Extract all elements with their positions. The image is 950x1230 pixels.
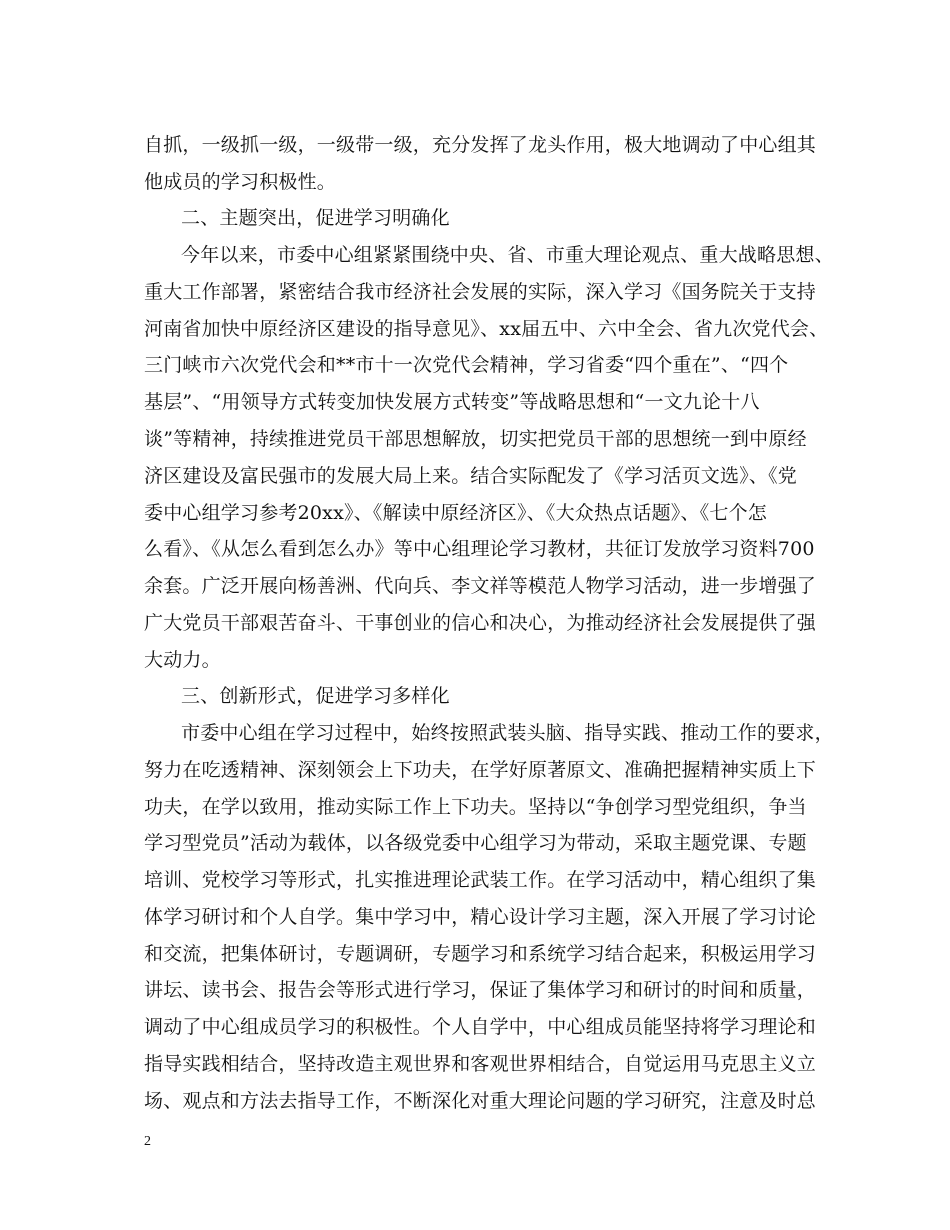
- paragraph-line: 今年以来，市委中心组紧紧围绕中央、省、市重大理论观点、重大战略思想、: [181, 244, 834, 266]
- section-heading-innovation: 三、创新形式，促进学习多样化: [181, 685, 450, 707]
- paragraph-line: 讲坛、读书会、报告会等形式进行学习，保证了集体学习和研讨的时间和质量，: [144, 979, 817, 1001]
- paragraph-line: 自抓，一级抓一级，一级带一级，充分发挥了龙头作用，极大地调动了中心组其: [144, 134, 817, 156]
- paragraph-line: 努力在吃透精神、深刻领会上下功夫，在学好原著原文、准确把握精神实质上下: [144, 759, 817, 781]
- paragraph-line: 调动了中心组成员学习的积极性。个人自学中，中心组成员能坚持将学习理论和: [144, 1016, 817, 1038]
- section-heading-theme: 二、主题突出，促进学习明确化: [181, 207, 450, 229]
- paragraph-line: 体学习研讨和个人自学。集中学习中，精心设计学习主题，深入开展了学习讨论: [144, 906, 817, 928]
- paragraph-line: 三门峡市六次党代会和**市十一次党代会精神，学习省委“四个重在”、“四个: [144, 354, 789, 376]
- page-number: 2: [144, 1134, 151, 1149]
- paragraph-line: 谈”等精神，持续推进党员干部思想解放，切实把党员干部的思想统一到中原经: [144, 428, 807, 450]
- paragraph-line: 委中心组学习参考20xx》、《解读中原经济区》、《大众热点话题》、《七个怎: [144, 502, 768, 524]
- paragraph-line: 么看》、《从怎么看到怎么办》等中心组理论学习教材，共征订发放学习资料700: [144, 538, 815, 560]
- paragraph-line: 场、观点和方法去指导工作，不断深化对重大理论问题的学习研究，注意及时总: [144, 1090, 817, 1112]
- paragraph-line: 他成员的学习积极性。: [144, 171, 337, 193]
- paragraph-line: 济区建设及富民强市的发展大局上来。结合实际配发了《学习活页文选》、《党: [144, 465, 798, 487]
- paragraph-line: 培训、党校学习等形式，扎实推进理论武装工作。在学习活动中，精心组织了集: [144, 869, 817, 891]
- paragraph-line: 大动力。: [144, 649, 221, 671]
- paragraph-line: 学习型党员”活动为载体，以各级党委中心组学习为带动，采取主题党课、专题: [144, 832, 807, 854]
- paragraph-line: 和交流，把集体研讨，专题调研，专题学习和系统学习结合起来，积极运用学习: [144, 943, 817, 965]
- paragraph-line: 河南省加快中原经济区建设的指导意见》、xx届五中、六中全会、省九次党代会、: [144, 318, 829, 340]
- paragraph-line: 广大党员干部艰苦奋斗、干事创业的信心和决心，为推动经济社会发展提供了强: [144, 612, 817, 634]
- paragraph-line: 功夫，在学以致用，推动实际工作上下功夫。坚持以“争创学习型党组织，争当: [144, 796, 807, 818]
- paragraph-line: 市委中心组在学习过程中，始终按照武装头脑、指导实践、推动工作的要求，: [181, 722, 834, 744]
- paragraph-line: 基层”、“用领导方式转变加快发展方式转变”等战略思想和“一文九论十八: [144, 391, 760, 413]
- paragraph-line: 余套。广泛开展向杨善洲、代向兵、李文祥等模范人物学习活动，进一步增强了: [144, 575, 817, 597]
- paragraph-line: 重大工作部署，紧密结合我市经济社会发展的实际，深入学习《国务院关于支持: [144, 281, 817, 303]
- paragraph-line: 指导实践相结合，坚持改造主观世界和客观世界相结合，自觉运用马克思主义立: [144, 1053, 817, 1075]
